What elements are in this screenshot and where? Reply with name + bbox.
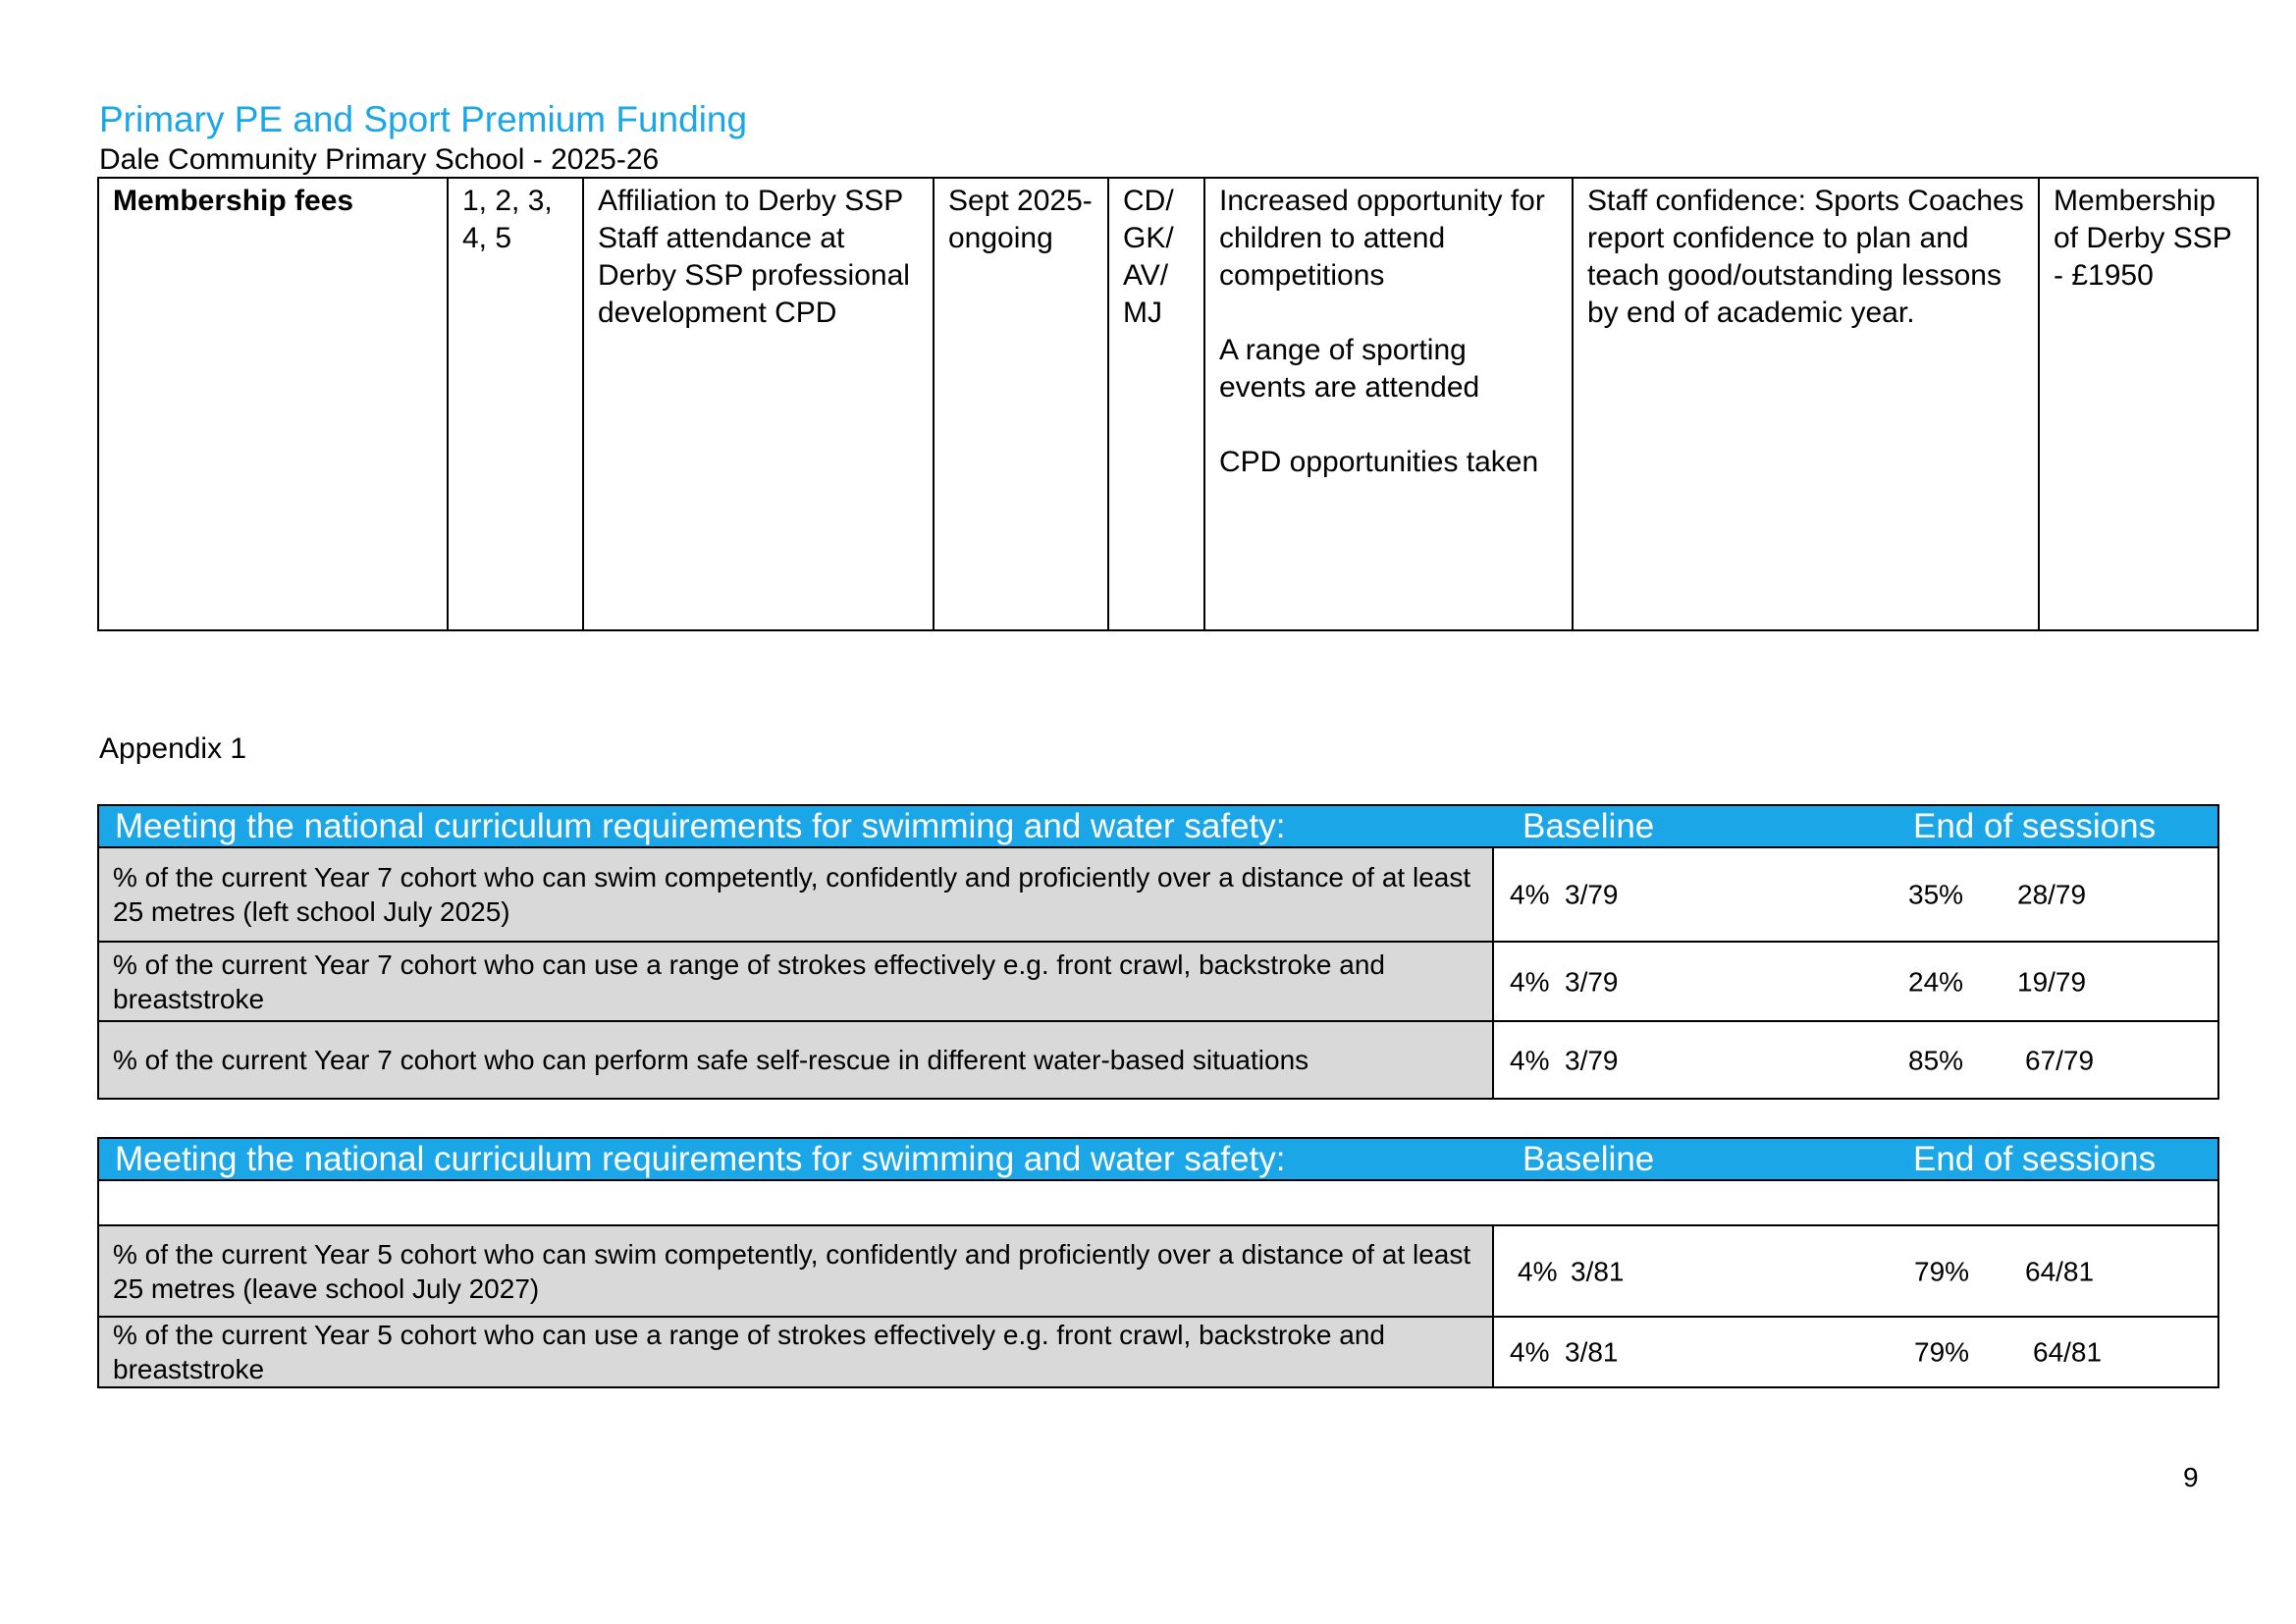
end-count: 67/79 bbox=[2025, 1045, 2095, 1075]
row-description: % of the current Year 5 cohort who can use a range of strokes effectively e.g. front crawl, backstroke and breaststroke bbox=[98, 1317, 1493, 1387]
end-of-sessions-heading: End of sessions bbox=[1913, 807, 2157, 845]
timescale-cell: Sept 2025-ongoing bbox=[934, 178, 1108, 630]
impact-paragraph: Increased opportunity for children to attend competitions bbox=[1219, 185, 1545, 292]
end-percent: 85% bbox=[1908, 1045, 1964, 1075]
swimming-table-year7 bbox=[97, 804, 2219, 1100]
baseline-percent: 4% bbox=[1510, 879, 1550, 910]
baseline-heading: Baseline bbox=[1522, 807, 1655, 845]
table-row bbox=[98, 1021, 2218, 1099]
swimming-heading: Meeting the national curriculum requirements for swimming and water safety: bbox=[115, 807, 1286, 845]
lead-cell: CD/ GK/ AV/ MJ bbox=[1108, 178, 1204, 630]
empty-row bbox=[98, 1180, 2218, 1225]
table-row bbox=[98, 1225, 2218, 1317]
action-line: Affiliation to Derby SSP bbox=[598, 185, 904, 217]
row-description: % of the current Year 7 cohort who can use a range of strokes effectively e.g. front crawl, backstroke and breaststroke bbox=[98, 942, 1493, 1021]
row-description: % of the current Year 7 cohort who can swim competently, confidently and proficiently over a distance of at least 25 metres (left school July 2025) bbox=[98, 847, 1493, 942]
row-values bbox=[1493, 1225, 2218, 1317]
end-percent: 79% bbox=[1914, 1336, 1970, 1368]
end-count: 64/81 bbox=[2025, 1256, 2095, 1286]
swimming-table-header bbox=[98, 805, 2218, 847]
table-row bbox=[98, 1317, 2218, 1387]
end-percent: 24% bbox=[1908, 966, 1964, 997]
baseline-percent: 4% bbox=[1510, 1336, 1550, 1368]
impact-paragraph: A range of sporting events are attended bbox=[1219, 334, 1480, 404]
swimming-heading: Meeting the national curriculum requirements for swimming and water safety: bbox=[115, 1140, 1286, 1178]
appendix-label: Appendix 1 bbox=[99, 732, 247, 765]
end-count: 19/79 bbox=[2017, 966, 2087, 997]
key-indicators-cell: 1, 2, 3, 4, 5 bbox=[448, 178, 583, 630]
baseline-heading: Baseline bbox=[1522, 1140, 1655, 1178]
end-count: 64/81 bbox=[2033, 1336, 2103, 1368]
area-cell: Membership fees bbox=[98, 178, 448, 630]
row-description: % of the current Year 7 cohort who can perform safe self-rescue in different water-based situations bbox=[98, 1021, 1493, 1099]
membership-fees-table bbox=[97, 177, 2259, 631]
baseline-count: 3/79 bbox=[1565, 966, 1619, 997]
table-row bbox=[98, 942, 2218, 1021]
baseline-percent: 4% bbox=[1510, 1045, 1550, 1075]
swimming-table-header bbox=[98, 1138, 2218, 1180]
baseline-count: 3/81 bbox=[1565, 1336, 1619, 1368]
impact-paragraph: CPD opportunities taken bbox=[1219, 446, 1539, 478]
cost-cell: Membership of Derby SSP - £1950 bbox=[2039, 178, 2258, 630]
swimming-table-year5 bbox=[97, 1137, 2219, 1388]
baseline-percent: 4% bbox=[1510, 966, 1550, 997]
row-values bbox=[1493, 1317, 2218, 1387]
baseline-count: 3/81 bbox=[1571, 1256, 1625, 1286]
end-count: 28/79 bbox=[2017, 879, 2087, 910]
page-number: 9 bbox=[2183, 1462, 2199, 1492]
school-subtitle: Dale Community Primary School - 2025-26 bbox=[99, 143, 660, 176]
baseline-percent: 4% bbox=[1518, 1256, 1558, 1286]
baseline-count: 3/79 bbox=[1565, 879, 1619, 910]
row-values bbox=[1493, 847, 2218, 942]
end-percent: 35% bbox=[1908, 879, 1964, 910]
end-percent: 79% bbox=[1914, 1256, 1970, 1286]
action-line: Staff attendance at Derby SSP professional development CPD bbox=[598, 222, 910, 329]
actions-cell bbox=[583, 178, 934, 630]
membership-row bbox=[98, 178, 2258, 630]
row-values bbox=[1493, 942, 2218, 1021]
baseline-count: 3/79 bbox=[1565, 1045, 1619, 1075]
page-title: Primary PE and Sport Premium Funding bbox=[99, 99, 748, 139]
table-row bbox=[98, 847, 2218, 942]
success-criteria-cell: Staff confidence: Sports Coaches report confidence to plan and teach good/outstanding lessons by end of academic year. bbox=[1573, 178, 2039, 630]
row-values bbox=[1493, 1021, 2218, 1099]
impact-cell bbox=[1204, 178, 1573, 630]
row-description: % of the current Year 5 cohort who can swim competently, confidently and proficiently over a distance of at least 25 metres (leave school July 2027) bbox=[98, 1225, 1493, 1317]
end-of-sessions-heading: End of sessions bbox=[1913, 1140, 2157, 1178]
